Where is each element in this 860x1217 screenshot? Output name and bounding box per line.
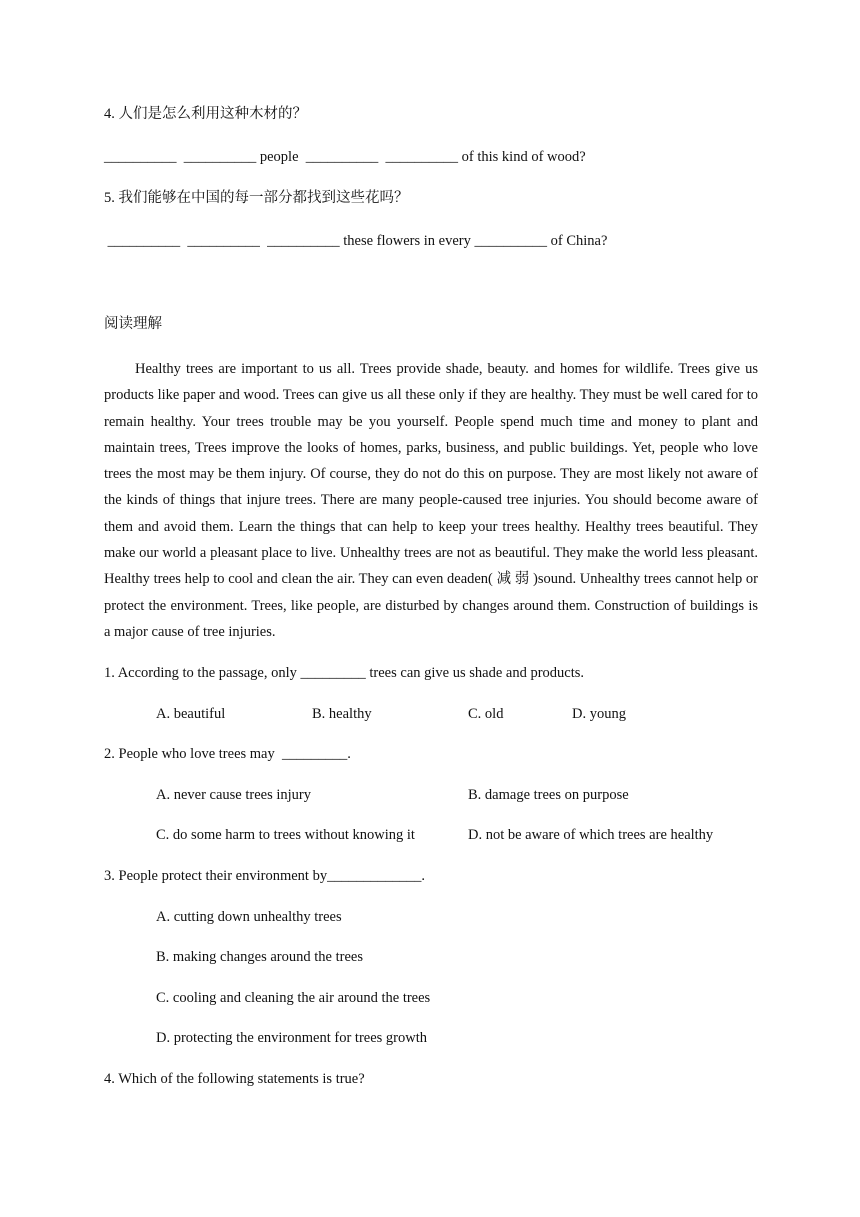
question-3-stem: 3. People protect their environment by_____________.: [104, 868, 425, 884]
question-2-option-a: A. never cause trees injury: [156, 787, 312, 803]
question-2-option-c: C. do some harm to trees without knowing it: [156, 827, 415, 843]
question-1-option-a: A. beautiful: [156, 706, 226, 722]
question-2-option-d: D. not be aware of which trees are healthy: [468, 827, 714, 843]
question-3-option-a: A. cutting down unhealthy trees: [156, 909, 342, 925]
question-4-stem: 4. Which of the following statements is true?: [104, 1071, 365, 1087]
reading-passage: Healthy trees are important to us all. Trees provide shade, beauty. and homes for wildlife. Trees give us products like paper and wood. Trees can give us all these only if they are healthy. They must be well cared for to remain healthy. Your trees trouble may be you yourself. People spend much time and money to plant and maintain trees, Trees improve the looks of homes, parks, business, and public buildings. Yet, people who love trees the most may be them injury. Of course, they do not do this on purpose. They are most likely not aware of the kinds of things that injure trees. There are many people-caused tree injuries. You should become aware of them and avoid them. Learn the things that can help to keep your trees healthy. Healthy trees beautiful. They make our world a pleasant place to live. Unhealthy trees are not as beautiful. They make the world less pleasant. Healthy trees help to cool and clean the air. They can even deaden( 减 弱 )sound. Unhealthy trees cannot help or protect the environment. Trees, like people, are disturbed by changes around them. Construction of buildings is a major cause of tree injuries.: [104, 361, 758, 640]
question-3-option-d: D. protecting the environment for trees growth: [156, 1030, 427, 1046]
question-3-option-c: C. cooling and cleaning the air around the trees: [156, 990, 431, 1006]
translation-q4-answer: __________ __________ people __________ __________ of this kind of wood?: [104, 149, 586, 165]
translation-q4-prompt: 4. 人们是怎么利用这种木材的？: [104, 106, 307, 122]
question-1-option-b: B. healthy: [312, 706, 372, 722]
question-2-stem: 2. People who love trees may _________.: [104, 746, 351, 762]
question-1-option-d: D. young: [572, 706, 626, 722]
translation-q5-prompt: 5. 我们能够在中国的每一部分都找到这些花吗？: [104, 190, 409, 206]
question-1-option-c: C. old: [468, 706, 504, 722]
reading-heading: 阅读理解: [104, 316, 162, 332]
question-2-option-b: B. damage trees on purpose: [468, 787, 629, 803]
question-1-stem: 1. According to the passage, only _________ trees can give us shade and products.: [104, 665, 585, 681]
question-3-option-b: B. making changes around the trees: [156, 949, 363, 965]
translation-q5-answer: __________ __________ __________ these flowers in every __________ of China?: [104, 233, 608, 249]
